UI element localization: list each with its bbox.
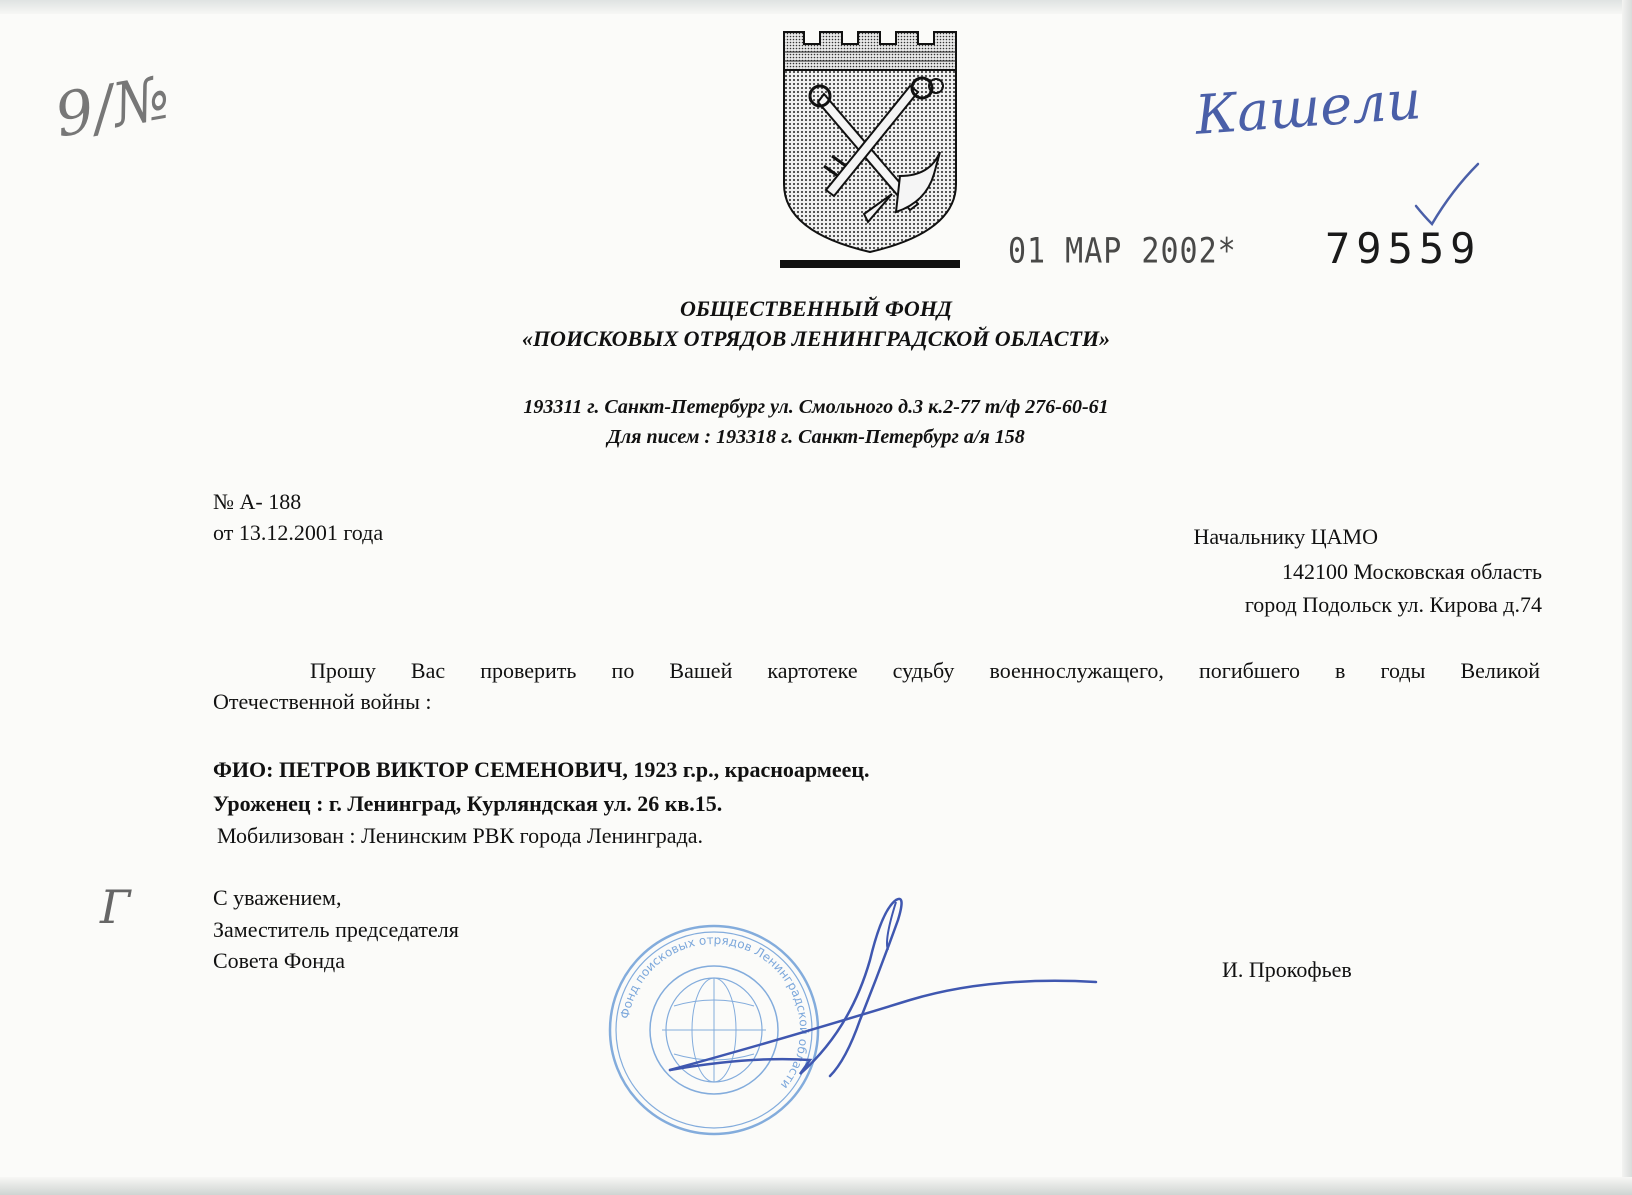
coat-of-arms-emblem <box>780 26 960 268</box>
scan-edge-top <box>0 0 1632 14</box>
signer-name: И. Прокофьев <box>1222 957 1352 982</box>
organization-title: ОБЩЕСТВЕННЫЙ ФОНД <box>680 296 952 321</box>
request-paragraph-line-2: Отечественной войны : <box>213 689 432 714</box>
incoming-date-stamp: 01 МАР 2002* <box>1008 231 1237 272</box>
recipient-title: Начальнику ЦАМО <box>1193 524 1378 549</box>
document-date: от 13.12.2001 года <box>213 520 384 545</box>
soldier-mobilization: Мобилизован : Ленинским РВК города Ленинграда. <box>217 823 704 848</box>
organization-subtitle: «ПОИСКОВЫХ ОТРЯДОВ ЛЕНИНГРАДСКОЙ ОБЛАСТИ» <box>521 326 1111 351</box>
handwritten-note-top-left: 9/№ <box>49 62 176 152</box>
document-number: № А- 188 <box>213 489 302 514</box>
seal-text: Фонд поисковых отрядов Ленинградской области <box>617 932 812 1092</box>
scan-edge-bottom <box>0 1177 1632 1195</box>
organization-address: 193311 г. Санкт-Петербург ул. Смольного д.3 к.2-77 т/ф 276-60-61 <box>523 396 1109 418</box>
closing-greeting: С уважением, <box>213 885 342 910</box>
handwritten-note-top-right: Кашели <box>1193 68 1424 147</box>
handwritten-signature <box>660 880 1100 1090</box>
soldier-name: ФИО: ПЕТРОВ ВИКТОР СЕМЕНОВИЧ, 1923 г.р., красноармеец. <box>213 757 870 782</box>
registration-number: 79559 <box>1325 224 1482 273</box>
request-paragraph-line-1: Прошу Вас проверить по Вашей картотеке судьбу военнослужащего, погибшего в годы Великой <box>310 658 1540 683</box>
signer-organization: Совета Фонда <box>213 948 345 973</box>
recipient-street: город Подольск ул. Кирова д.74 <box>1244 592 1542 617</box>
handwritten-mark-left: Г <box>100 880 131 934</box>
scan-edge-right <box>1622 0 1632 1195</box>
soldier-birthplace: Уроженец : г. Ленинград, Курляндская ул. 26 кв.15. <box>213 791 723 816</box>
mail-address: Для писем : 193318 г. Санкт-Петербург а/я 158 <box>607 426 1025 448</box>
checkmark-icon <box>1412 160 1482 230</box>
signer-position: Заместитель председателя <box>213 917 459 942</box>
recipient-region: 142100 Московская область <box>1282 559 1542 584</box>
